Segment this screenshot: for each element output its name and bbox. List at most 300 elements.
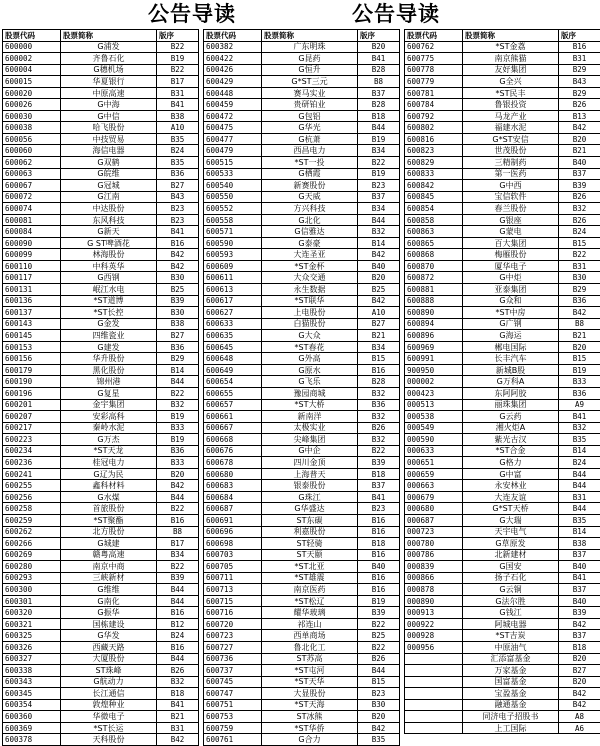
stock-code-cell: 600590 <box>204 237 262 249</box>
table-row <box>3 307 199 319</box>
page-number-cell: B17 <box>157 76 199 88</box>
table-row <box>3 399 199 411</box>
stock-code-cell <box>405 722 463 734</box>
stock-code-cell: 600090 <box>3 237 61 249</box>
stock-code-cell: 600845 <box>405 191 463 203</box>
table-row <box>405 491 600 503</box>
stock-code-cell: 600067 <box>3 180 61 192</box>
page-number-cell: B38 <box>559 538 600 550</box>
stock-code-cell: 600056 <box>3 133 61 145</box>
stock-name-cell: G中信 <box>61 110 157 122</box>
page-number-cell: B28 <box>358 64 400 76</box>
stock-code-cell: 600890 <box>405 307 463 319</box>
table-row <box>204 191 400 203</box>
stock-code-cell: 600269 <box>3 549 61 561</box>
page-number-cell: B15 <box>358 676 400 688</box>
page-number-cell: B39 <box>358 457 400 469</box>
stock-code-cell: 000866 <box>405 572 463 584</box>
stock-code-cell: 600300 <box>3 584 61 596</box>
stock-code-cell: 600868 <box>405 249 463 261</box>
page-number-cell: B37 <box>559 168 600 180</box>
table-row <box>204 607 400 619</box>
table-row <box>204 699 400 711</box>
table-row <box>3 168 199 180</box>
stock-name-cell: 西藏天路 <box>61 641 157 653</box>
table-row <box>204 734 400 746</box>
stock-code-cell: 000549 <box>405 422 463 434</box>
table-row <box>3 711 199 723</box>
stock-code-cell: 000890 <box>405 595 463 607</box>
stock-name-cell: G钱江 <box>463 607 559 619</box>
stock-name-cell: 中原油气 <box>463 641 559 653</box>
page-number-cell: B8 <box>157 526 199 538</box>
stock-code-cell: 600737 <box>204 665 262 677</box>
stock-code-cell: 000687 <box>405 514 463 526</box>
page-number-cell: B44 <box>559 468 600 480</box>
stock-name-cell: 大众交通 <box>262 272 358 284</box>
stock-code-cell: 000659 <box>405 468 463 480</box>
stock-code-cell: 600691 <box>204 514 262 526</box>
stock-name-cell: 南京中商 <box>61 561 157 573</box>
page-number-cell: B27 <box>157 330 199 342</box>
table-row <box>3 53 199 65</box>
stock-code-cell: 600667 <box>204 422 262 434</box>
stock-code-cell: 600236 <box>3 457 61 469</box>
stock-code-cell: 600676 <box>204 445 262 457</box>
stock-code-cell: 600991 <box>405 353 463 365</box>
stock-code-cell: 600345 <box>3 688 61 700</box>
stock-name-cell: G包铝 <box>262 110 358 122</box>
page-number-cell: B42 <box>358 295 400 307</box>
page-number-cell: B34 <box>358 145 400 157</box>
table-row <box>3 376 199 388</box>
stock-code-cell: 000538 <box>405 411 463 423</box>
stock-code-cell <box>405 653 463 665</box>
page-number-cell: B40 <box>559 157 600 169</box>
page-number-cell: B23 <box>358 688 400 700</box>
stock-name-cell: 尖峰集团 <box>262 434 358 446</box>
stock-name-cell: *ST大桥 <box>262 399 358 411</box>
page-number-cell: B36 <box>157 445 199 457</box>
table-row <box>405 572 600 584</box>
stock-code-cell: 600668 <box>204 434 262 446</box>
page-number-cell: B22 <box>358 641 400 653</box>
page-number-cell: B29 <box>559 284 600 296</box>
announcement-table-3 <box>404 29 600 734</box>
stock-code-cell: 600448 <box>204 87 262 99</box>
stock-code-cell: 600145 <box>3 330 61 342</box>
table-row <box>204 295 400 307</box>
stock-code-cell: 600378 <box>3 734 61 746</box>
stock-name-cell: 中技贸易 <box>61 133 157 145</box>
page-number-cell: B40 <box>358 260 400 272</box>
page-number-cell: B44 <box>358 122 400 134</box>
table-row <box>204 168 400 180</box>
stock-code-cell: 000651 <box>405 457 463 469</box>
stock-code-cell: 600683 <box>204 480 262 492</box>
table-row <box>405 180 600 192</box>
stock-code-cell: 600829 <box>405 157 463 169</box>
stock-code-cell: 600611 <box>204 272 262 284</box>
stock-name-cell: 安彩高科 <box>61 411 157 423</box>
page-number-cell: B16 <box>157 641 199 653</box>
stock-name-cell: 银泰股份 <box>262 480 358 492</box>
stock-code-cell: 600326 <box>3 641 61 653</box>
table-row <box>204 353 400 365</box>
stock-name-cell: ST苏高 <box>262 653 358 665</box>
page-number-cell: B44 <box>358 214 400 226</box>
stock-name-cell: 世茂股份 <box>463 145 559 157</box>
stock-code-cell: 000839 <box>405 561 463 573</box>
table-row <box>3 618 199 630</box>
table-row <box>204 665 400 677</box>
page-number-cell: B30 <box>559 272 600 284</box>
stock-code-cell: 600872 <box>405 272 463 284</box>
stock-code-cell: 600030 <box>3 110 61 122</box>
page-number-cell: B22 <box>157 64 199 76</box>
stock-name-cell: 利嘉股份 <box>262 526 358 538</box>
stock-name-cell: ST冰熊 <box>262 711 358 723</box>
stock-code-cell: 600792 <box>405 110 463 122</box>
stock-name-cell: G华光 <box>262 122 358 134</box>
stock-code-cell: 000956 <box>405 641 463 653</box>
page-number-cell: B43 <box>157 191 199 203</box>
page-number-cell: B20 <box>358 272 400 284</box>
page-number-cell: B36 <box>358 399 400 411</box>
stock-name-cell: 齐鲁石化 <box>61 53 157 65</box>
table-row <box>3 699 199 711</box>
page-number-cell: B22 <box>358 618 400 630</box>
table-row <box>204 676 400 688</box>
page-number-cell: B39 <box>559 180 600 192</box>
table-row <box>204 260 400 272</box>
table-row <box>405 676 600 688</box>
table-row <box>3 157 199 169</box>
table-row <box>204 561 400 573</box>
stock-name-cell: 耀华玻璃 <box>262 607 358 619</box>
table-row <box>405 538 600 550</box>
stock-code-cell: 600684 <box>204 491 262 503</box>
stock-name-cell: 春兰股份 <box>463 203 559 215</box>
page-number-cell: B25 <box>157 284 199 296</box>
table-row <box>405 249 600 261</box>
page-number-cell: B15 <box>559 353 600 365</box>
table-row <box>3 549 199 561</box>
stock-name-cell: G中西 <box>463 180 559 192</box>
table-row <box>3 572 199 584</box>
stock-name-cell: G浦发 <box>61 41 157 53</box>
page-number-cell: B40 <box>559 561 600 573</box>
table-row <box>405 445 600 457</box>
page-number-cell: B44 <box>157 491 199 503</box>
page-number-cell: B44 <box>559 503 600 515</box>
table-row <box>204 526 400 538</box>
header-page: 版序 <box>559 30 600 42</box>
page-number-cell: B21 <box>559 145 600 157</box>
stock-name-cell: 白猫股份 <box>262 318 358 330</box>
page-number-cell: B39 <box>157 572 199 584</box>
table-row <box>204 307 400 319</box>
page-number-cell: B21 <box>358 330 400 342</box>
table-row <box>3 64 199 76</box>
stock-code-cell: 600354 <box>3 699 61 711</box>
page-number-cell: B35 <box>157 133 199 145</box>
stock-code-cell: 600207 <box>3 411 61 423</box>
page-number-cell: B35 <box>559 514 600 526</box>
stock-name-cell: 贵研铂业 <box>262 99 358 111</box>
table-row <box>405 607 600 619</box>
table-row <box>204 110 400 122</box>
page-number-cell: B27 <box>559 665 600 677</box>
stock-name-cell: 国富基金 <box>463 676 559 688</box>
page-number-cell: B20 <box>559 133 600 145</box>
page-number-cell: B44 <box>358 665 400 677</box>
stock-name-cell: 上电股份 <box>262 307 358 319</box>
stock-name-cell: *ST联华 <box>262 295 358 307</box>
stock-code-cell: 600775 <box>405 53 463 65</box>
stock-code-cell: 600713 <box>204 584 262 596</box>
stock-code-cell: 600645 <box>204 341 262 353</box>
stock-code-cell <box>405 665 463 677</box>
table-row <box>3 457 199 469</box>
stock-code-cell: 600896 <box>405 330 463 342</box>
stock-code-cell: 600649 <box>204 364 262 376</box>
stock-code-cell: 600459 <box>204 99 262 111</box>
page-number-cell: B15 <box>559 237 600 249</box>
page-number-cell: B38 <box>157 110 199 122</box>
stock-name-cell: ST天颐 <box>262 549 358 561</box>
page-number-cell: B16 <box>157 607 199 619</box>
table-row <box>3 734 199 746</box>
stock-name-cell: *ST天龙 <box>61 445 157 457</box>
table-row <box>405 376 600 388</box>
page-number-cell: B16 <box>358 584 400 596</box>
page-number-cell: B42 <box>559 122 600 134</box>
page-number-cell: B27 <box>157 180 199 192</box>
stock-name-cell: G*ST安信 <box>463 133 559 145</box>
page-number-cell: B39 <box>358 607 400 619</box>
stock-name-cell: G维维 <box>61 584 157 596</box>
page-number-cell: B34 <box>358 203 400 215</box>
stock-name-cell: G华盛达 <box>262 503 358 515</box>
page-number-cell: B30 <box>157 307 199 319</box>
table-row <box>3 422 199 434</box>
stock-name-cell: 大厦股份 <box>61 653 157 665</box>
stock-code-cell: 600477 <box>204 133 262 145</box>
stock-name-cell: G西钢 <box>61 272 157 284</box>
stock-name-cell: 方兴科技 <box>262 203 358 215</box>
page-number-cell: B44 <box>157 653 199 665</box>
table-row <box>204 341 400 353</box>
table-row <box>3 434 199 446</box>
table-row <box>204 122 400 134</box>
table-row <box>3 514 199 526</box>
page-number-cell: B19 <box>157 411 199 423</box>
stock-name-cell: 天宇电气 <box>463 526 559 538</box>
table-row <box>3 653 199 665</box>
stock-name-cell: 黑化股份 <box>61 364 157 376</box>
page-number-cell: A8 <box>559 711 600 723</box>
table-row <box>3 676 199 688</box>
page-number-cell: B41 <box>157 699 199 711</box>
stock-code-cell: 000922 <box>405 618 463 630</box>
stock-name-cell: *ST一投 <box>262 157 358 169</box>
stock-name-cell: 东风科技 <box>61 214 157 226</box>
stock-code-cell: 600842 <box>405 180 463 192</box>
stock-name-cell: 丽珠集团 <box>463 399 559 411</box>
table-row <box>3 318 199 330</box>
page-number-cell: B41 <box>157 99 199 111</box>
page-number-cell: B18 <box>358 110 400 122</box>
page-number-cell: B36 <box>559 295 600 307</box>
page-number-cell: B19 <box>358 595 400 607</box>
page-number-cell: B42 <box>157 480 199 492</box>
page-number-cell: B31 <box>157 87 199 99</box>
page-number-cell: B29 <box>559 87 600 99</box>
stock-code-cell: 600870 <box>405 260 463 272</box>
stock-name-cell: G万科A <box>463 376 559 388</box>
stock-code-cell: 600720 <box>204 618 262 630</box>
table-row <box>3 180 199 192</box>
page-number-cell: B32 <box>358 411 400 423</box>
table-row <box>405 76 600 88</box>
table-row <box>204 480 400 492</box>
table-row <box>204 318 400 330</box>
stock-name-cell: G新天 <box>61 226 157 238</box>
stock-code-cell: 600321 <box>3 618 61 630</box>
table-row <box>3 538 199 550</box>
table-row <box>405 295 600 307</box>
stock-name-cell: G合力 <box>262 734 358 746</box>
stock-name-cell: 新城B股 <box>463 364 559 376</box>
stock-name-cell: G ST啤酒花 <box>61 237 157 249</box>
table-row <box>204 237 400 249</box>
stock-code-cell: 600131 <box>3 284 61 296</box>
table-row <box>405 699 600 711</box>
stock-code-cell: 600711 <box>204 572 262 584</box>
stock-code-cell: 600747 <box>204 688 262 700</box>
page-number-cell: B32 <box>358 226 400 238</box>
stock-name-cell: G航动力 <box>61 676 157 688</box>
stock-name-cell: 天科股份 <box>61 734 157 746</box>
table-row <box>204 387 400 399</box>
stock-name-cell: 华夏银行 <box>61 76 157 88</box>
stock-code-cell: 600038 <box>3 122 61 134</box>
stock-name-cell: G昆药 <box>262 53 358 65</box>
stock-name-cell: G中企 <box>262 445 358 457</box>
table-row <box>3 491 199 503</box>
table-row <box>405 364 600 376</box>
stock-name-cell: G*ST天桥 <box>463 503 559 515</box>
table-row <box>204 203 400 215</box>
stock-name-cell: G城建 <box>61 538 157 550</box>
page-number-cell: B42 <box>157 260 199 272</box>
stock-name-cell: 宝盈基金 <box>463 688 559 700</box>
page-number-cell: B37 <box>358 191 400 203</box>
page-number-cell: A9 <box>559 399 600 411</box>
stock-code-cell: 600654 <box>204 376 262 388</box>
table-row <box>405 595 600 607</box>
header-stock-name: 股票简称 <box>262 30 358 42</box>
stock-code-cell: 600429 <box>204 76 262 88</box>
stock-name-cell: G*ST三元 <box>262 76 358 88</box>
stock-name-cell: 赛马实业 <box>262 87 358 99</box>
table-row <box>405 630 600 642</box>
stock-name-cell: G建发 <box>61 341 157 353</box>
stock-code-cell: 600540 <box>204 180 262 192</box>
page-number-cell: B20 <box>559 653 600 665</box>
stock-name-cell: 华微电子 <box>61 711 157 723</box>
table-row <box>405 237 600 249</box>
page-number-cell: B34 <box>157 549 199 561</box>
stock-name-cell: G大瑞 <box>463 514 559 526</box>
stock-name-cell: *ST金荔 <box>463 41 559 53</box>
page-number-cell: B42 <box>559 307 600 319</box>
stock-name-cell: G珠江 <box>262 491 358 503</box>
stock-name-cell: 湘火炬A <box>463 422 559 434</box>
stock-code-cell: 000002 <box>405 376 463 388</box>
page-number-cell: B8 <box>559 318 600 330</box>
stock-code-cell: 600715 <box>204 595 262 607</box>
stock-name-cell: 大连友谊 <box>463 491 559 503</box>
page-number-cell: B35 <box>157 157 199 169</box>
page-number-cell: B20 <box>559 341 600 353</box>
table-row <box>3 595 199 607</box>
table-row <box>3 87 199 99</box>
stock-name-cell: *ST道博 <box>61 295 157 307</box>
stock-code-cell: 600823 <box>405 145 463 157</box>
stock-code-cell: 600696 <box>204 526 262 538</box>
page-number-cell: B16 <box>358 526 400 538</box>
stock-code-cell: 600072 <box>3 191 61 203</box>
page-number-cell: B34 <box>358 341 400 353</box>
page-number-cell: B19 <box>358 168 400 180</box>
stock-code-cell: 600063 <box>3 168 61 180</box>
page-number-cell: B30 <box>157 272 199 284</box>
page-number-cell: B26 <box>559 214 600 226</box>
stock-code-cell: 600259 <box>3 514 61 526</box>
stock-name-cell: 新赛股份 <box>262 180 358 192</box>
stock-code-cell <box>405 711 463 723</box>
stock-code-cell: 000680 <box>405 503 463 515</box>
table-row <box>204 491 400 503</box>
page-number-cell: B36 <box>157 168 199 180</box>
stock-name-cell: G复星 <box>61 387 157 399</box>
stock-code-cell: 600060 <box>3 145 61 157</box>
stock-name-cell: *ST金杯 <box>262 260 358 272</box>
stock-name-cell: 阿城电器 <box>463 618 559 630</box>
page-number-cell: B20 <box>358 711 400 723</box>
stock-name-cell: 中原高速 <box>61 87 157 99</box>
table-row <box>405 330 600 342</box>
stock-code-cell: 600002 <box>3 53 61 65</box>
page-number-cell: B29 <box>157 353 199 365</box>
page-number-cell: B32 <box>559 203 600 215</box>
stock-code-cell: 600382 <box>204 41 262 53</box>
stock-name-cell: 汇添富基金 <box>463 653 559 665</box>
page-number-cell: B31 <box>157 722 199 734</box>
stock-code-cell: 600074 <box>3 203 61 215</box>
table-row <box>3 295 199 307</box>
page-number-cell: B18 <box>358 538 400 550</box>
stock-code-cell: 600881 <box>405 284 463 296</box>
stock-code-cell: 600099 <box>3 249 61 261</box>
table-row <box>204 145 400 157</box>
stock-code-cell: 000633 <box>405 445 463 457</box>
stock-name-cell: 鑫科材料 <box>61 480 157 492</box>
stock-code-cell: 600084 <box>3 226 61 238</box>
stock-code-cell: 600143 <box>3 318 61 330</box>
